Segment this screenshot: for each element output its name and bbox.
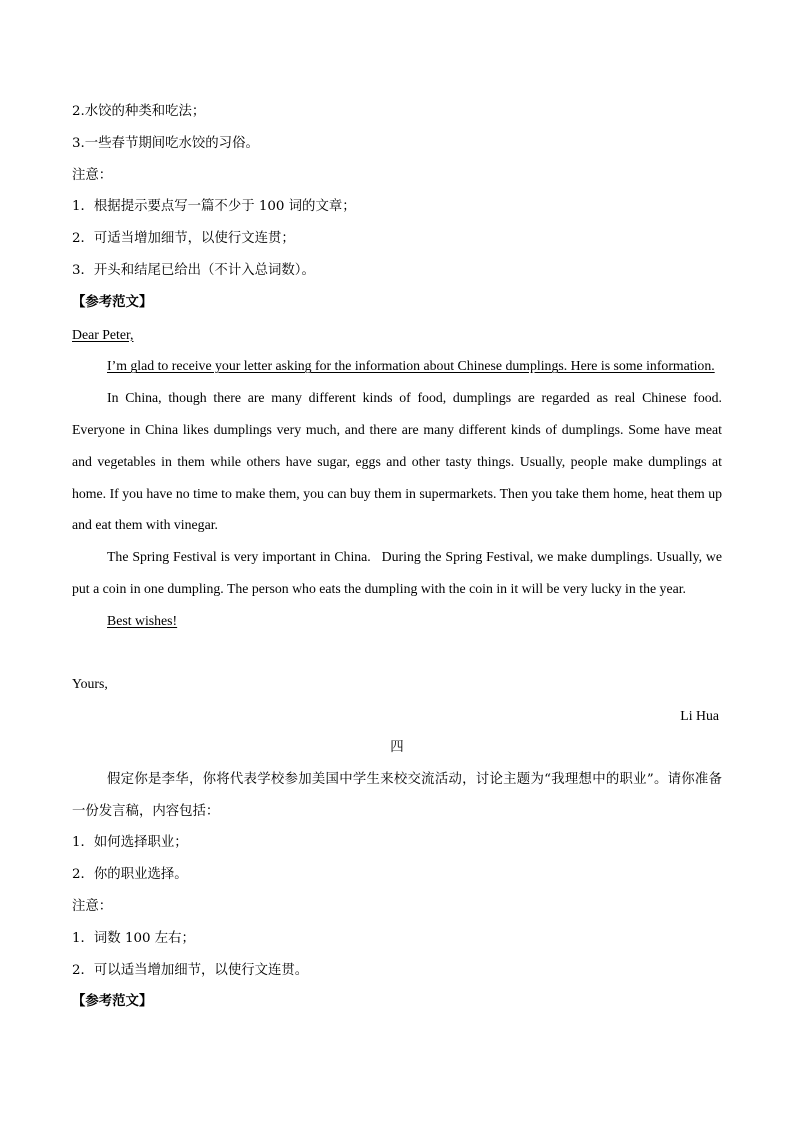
- salutation-text: Dear Peter,: [72, 326, 134, 342]
- letter-salutation: [72, 319, 722, 351]
- task3-sample-heading: 【参考范文】: [72, 293, 153, 310]
- paragraph-2-part-b: During the Spring Festival, we make dumplings. Usually, we put a coin in one dumpling. The person who eats the dumpling with the coin in it will be very lucky in the year.: [72, 549, 723, 596]
- task4-prompt: 假定你是李华，你将代表学校参加美国中学生来校交流活动，讨论主题为“我理想中的职业”。请你准备一份发言稿，内容包括：: [72, 771, 722, 819]
- task3-point-2: 2.水饺的种类和吃法；: [72, 104, 206, 119]
- task4-notes-heading: 注意：: [72, 898, 113, 914]
- task3-note-3: 3．开头和结尾已给出（不计入总词数）。: [72, 262, 315, 278]
- letter-body-paragraph-2: [72, 541, 722, 605]
- task4-note-1: 1．词数 100 左右；: [72, 930, 195, 946]
- blank-line: [72, 637, 722, 669]
- section-number: 四: [390, 739, 404, 755]
- letter-body-paragraph-1: In China, though there are many different kinds of food, dumplings are regarded as real Chinese food. Everyone in China likes dumplings very much, and there are many different kinds of dumplings. Some have meat and vegetables in them while others have sugar, eggs and other tasty things. Usually, people make dumplings at home. If you have no time to make them, you can buy them in supermarkets. Then you take them home, heat them up and eat them with vinegar.: [72, 390, 722, 533]
- task4-note-2: 2．可以适当增加细节，以使行文连贯。: [72, 962, 309, 978]
- task4-sample-heading: 【参考范文】: [72, 993, 153, 1010]
- document-page: [72, 96, 722, 1018]
- paragraph-2-part-a: The Spring Festival is very important in China.: [107, 549, 371, 565]
- task3-notes-heading: 注意：: [72, 167, 113, 183]
- task3-note-1: 1．根据提示要点写一篇不少于 100 词的文章；: [72, 199, 356, 215]
- letter-signoff: Yours,: [72, 676, 108, 692]
- letter-closing-wish: [72, 605, 722, 637]
- task4-point-1: 1．如何选择职业；: [72, 835, 188, 851]
- task3-note-2: 2．可适当增加细节，以使行文连贯；: [72, 231, 295, 247]
- letter-opening: [72, 350, 722, 382]
- closing-wish-text: Best wishes!: [107, 612, 178, 628]
- letter-signature: Li Hua: [680, 708, 719, 724]
- opening-text: I’m glad to receive your letter asking for the information about Chinese dumplings. Here is some information.: [107, 358, 715, 374]
- task4-point-2: 2．你的职业选择。: [72, 867, 188, 883]
- task3-point-3: 3.一些春节期间吃水饺的习俗。: [72, 135, 259, 151]
